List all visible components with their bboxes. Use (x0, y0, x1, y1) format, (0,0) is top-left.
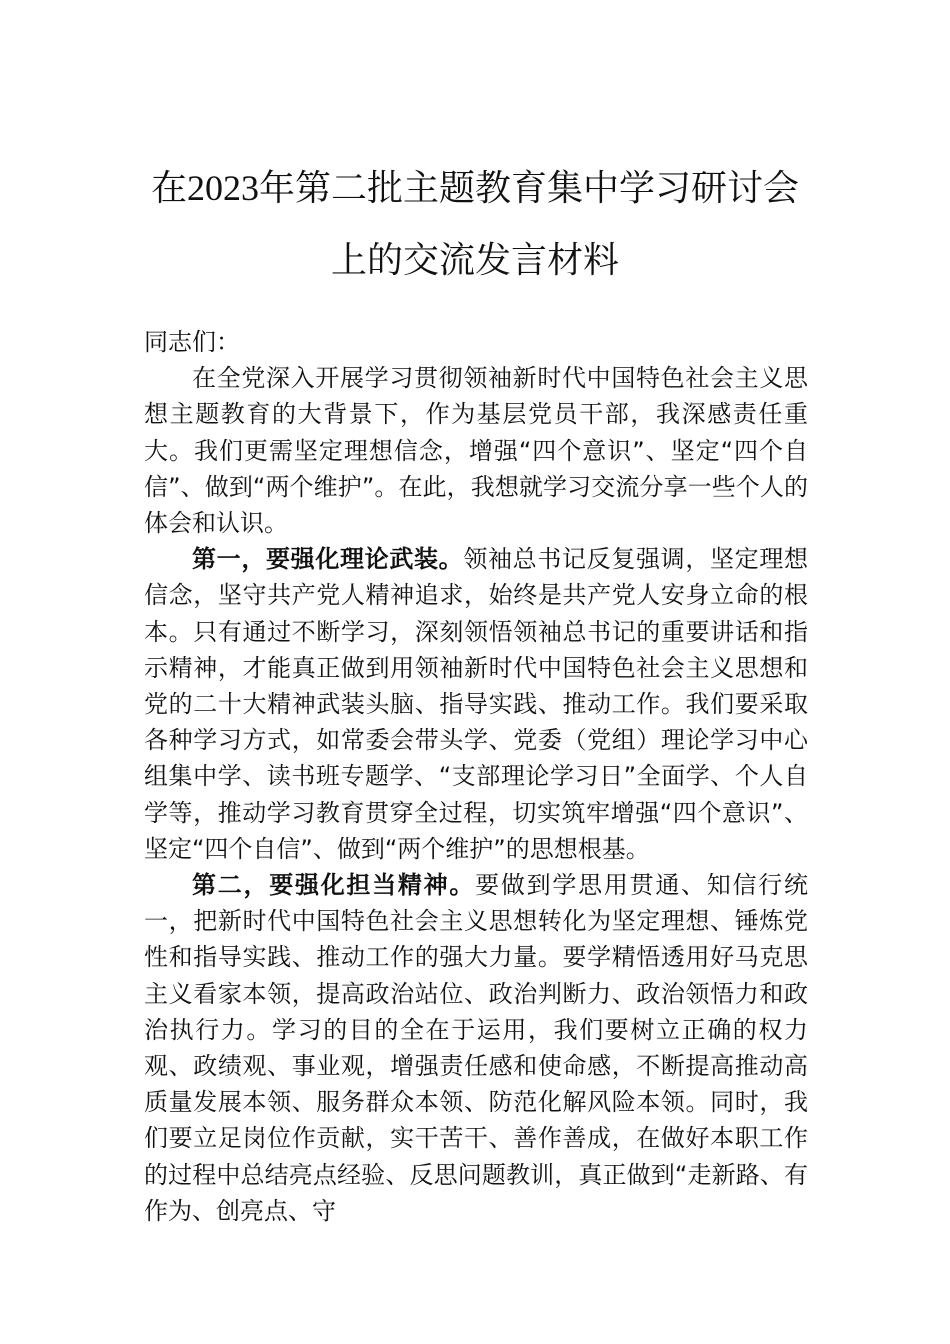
section-2-body: 要做到学思用贯通、知信行统一，把新时代中国特色社会主义思想转化为坚定理想、锤炼党性和指导实践、推动工作的强大力量。要学精悟透用好马克思主义看家本领，提高政治站位、政治判断力、政治领悟力和政治执行力。学习的目的全在于运用，我们要树立正确的权力观、政绩观、事业观，增强责任感和使命感，不断提高推动高质量发展本领、服务群众本领、防范化解风险本领。同时，我们要立足岗位作贡献，实干苦干、善作善成，在做好本职工作的过程中总结亮点经验、反思问题教训，真正做到“走新路、有作为、创亮点、守 (144, 871, 809, 1225)
section-1-paragraph (144, 541, 808, 867)
title-line2: 上的交流发言材料 (330, 240, 619, 281)
section-2-lead: 第二，要强化担当精神。 (192, 871, 476, 900)
document-title (120, 152, 830, 297)
intro-paragraph: 在全党深入开展学习贯彻领袖新时代中国特色社会主义思想主题教育的大背景下，作为基层党员干部，我深感责任重大。我们更需坚定理想信念，增强“四个意识”、坚定“四个自信”、做到“两个维护”。在此，我想就学习交流分享一些个人的体会和认识。 (144, 364, 808, 538)
section-1-lead: 第一，要强化理论武装。 (192, 545, 464, 574)
document-body (144, 324, 808, 1229)
title-prefix: 在 (150, 168, 187, 209)
section-1-body: 领袖总书记反复强调，坚定理想信念，坚守共产党人精神追求，始终是共产党人安身立命的根本。只有通过不断学习，深刻领悟领袖总书记的重要讲话和指示精神，才能真正做到用领袖新时代中国特色社会主义思想和党的二十大精神武装头脑、指导实践、推动工作。我们要采取各种学习方式，如常委会带头学、党委（党组）理论学习中心组集中学、读书班专题学、“支部理论学习日”全面学、个人自学等，推动学习教育贯穿全过程，切实筑牢增强“四个意识”、坚定“四个自信”、做到“两个维护”的思想根基。 (144, 545, 809, 863)
title-rest-line1: 年第二批主题教育集中学习研讨会 (259, 168, 800, 209)
salutation: 同志们： (144, 328, 240, 356)
section-2-paragraph (144, 867, 808, 1229)
title-year: 2023 (187, 168, 259, 208)
